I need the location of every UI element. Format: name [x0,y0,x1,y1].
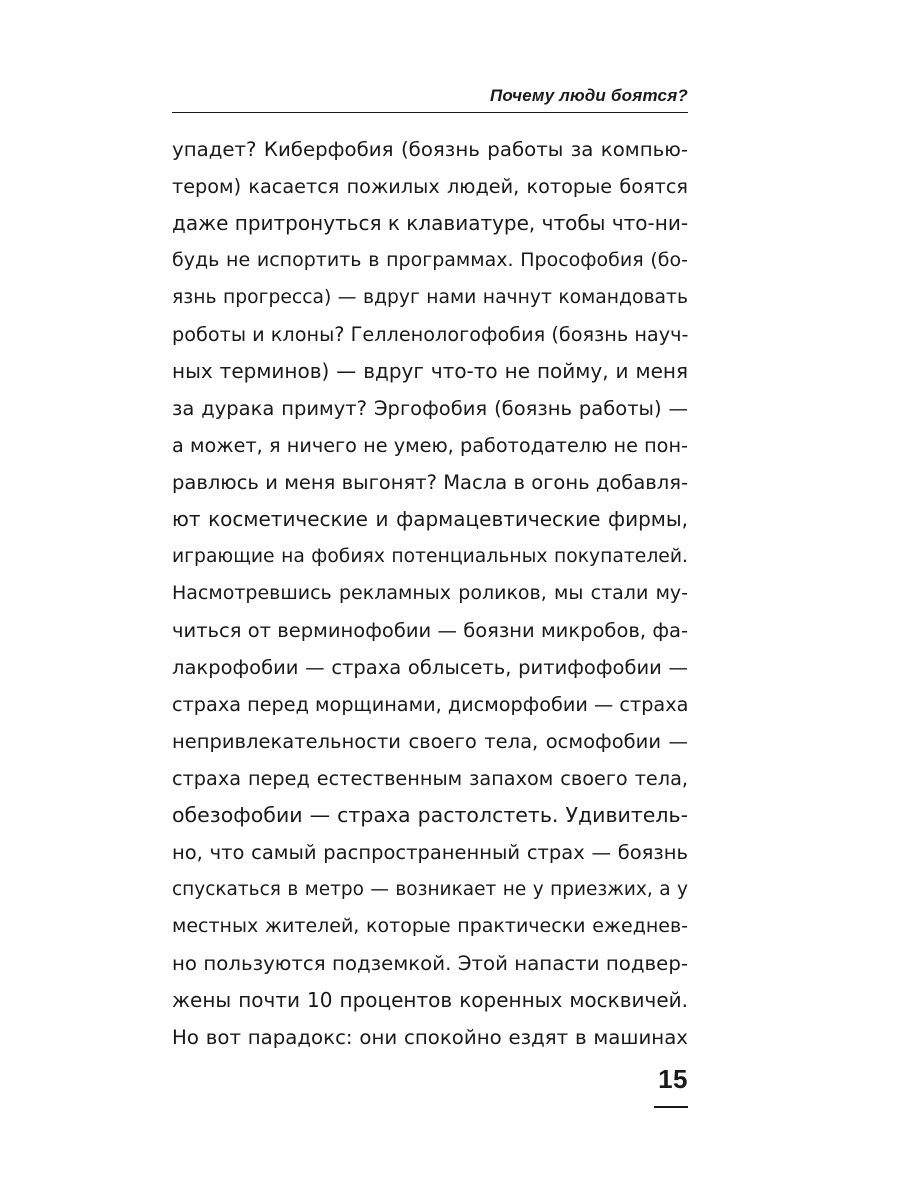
text-line: лакрофобии — страха облысеть, ритифофобии — [172,656,688,679]
text-line: непривлекательности своего тела, осмофобии — [172,730,688,753]
text-line: спускаться в метро — возникает не у приезжих, а у [172,879,688,900]
text-line: но пользуются подземкой. Этой напасти подвер- [172,952,688,975]
page-number: 15 [658,1064,688,1094]
text-line: Но вот парадокс: они спокойно ездят в машинах [172,1026,688,1049]
body-text [172,131,688,1056]
text-line: но, что самый распространенный страх — боязнь [172,841,688,864]
text-line: роботы и клоны? Гелленологофобия (боязнь науч- [172,323,689,346]
text-line: равлюсь и меня выгонят? Масла в огонь добавля- [172,471,688,494]
text-line: играющие на фобиях потенциальных покупателей. [172,546,688,567]
text-line: страха перед естественным запахом своего тела, [172,767,688,790]
text-line: Насмотревшись рекламных роликов, мы стали му- [172,582,688,604]
text-line: ных терминов) — вдруг что-то не пойму, и меня [172,359,688,383]
running-head-title: Почему люди боятся? [489,86,688,105]
text-line: местных жителей, которые практически ежеднев- [172,915,688,937]
text-line: страха перед морщинами, дисморфобии — страха [172,693,689,716]
text-line: даже притронуться к клавиатуре, чтобы что-ни- [172,211,689,235]
text-line: читься от верминофобии — боязни микробов, фа- [172,619,688,642]
text-line: ют косметические и фармацевтические фирмы, [172,507,688,531]
text-line: а может, я ничего не умею, работодателю не пон- [172,434,688,457]
text-line: обезофобии — страха растолстеть. Удивитель- [172,803,688,827]
text-line: язнь прогресса) — вдруг нами начнут командовать [172,287,688,308]
header-rule [172,112,688,113]
text-line: тером) касается пожилых людей, которые боятся [172,175,688,198]
text-line: жены почти 10 процентов коренных москвичей. [172,988,688,1012]
text-line: упадет? Киберфобия (боязнь работы за компью- [172,138,688,161]
text-line: будь не испортить в программах. Прософобия (бо- [172,249,688,271]
text-line: за дурака примут? Эргофобия (боязнь работы) — [172,397,688,420]
page-number-rule [654,1106,688,1108]
